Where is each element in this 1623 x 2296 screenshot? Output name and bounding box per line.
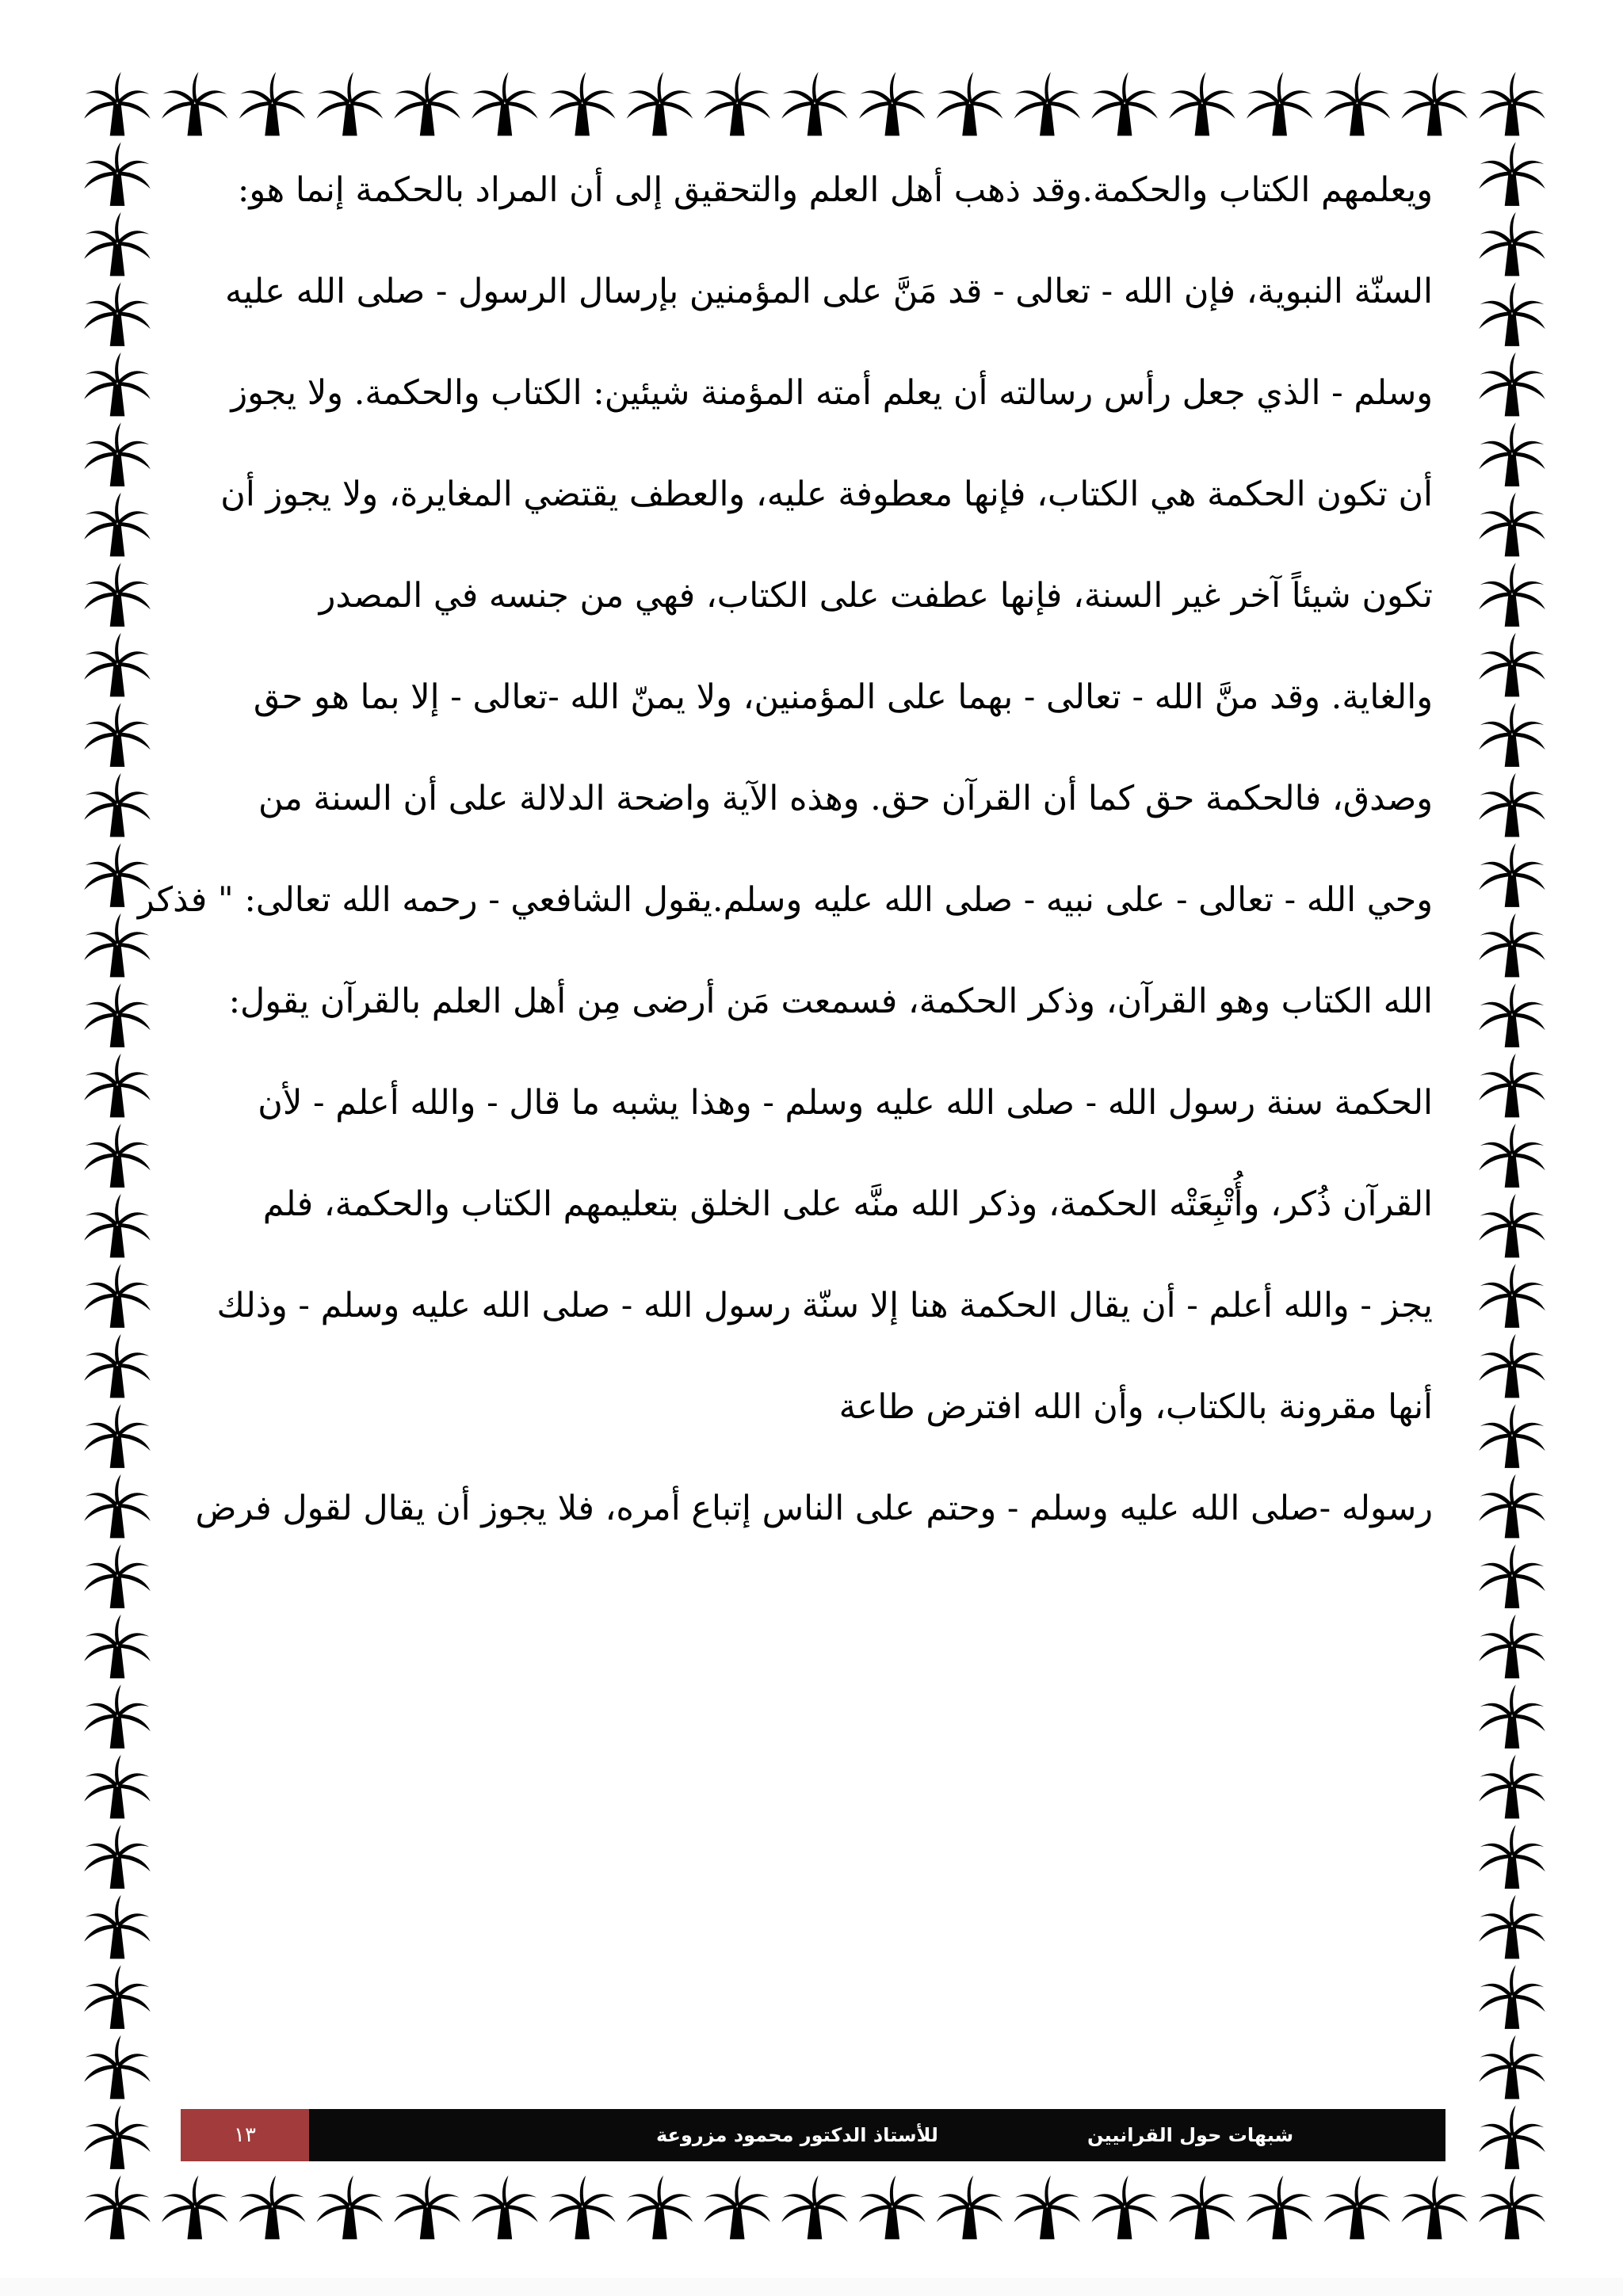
palm-tree-icon bbox=[84, 212, 151, 277]
palm-tree-icon bbox=[1479, 1404, 1545, 1468]
page-number: ١٣ bbox=[181, 2109, 309, 2161]
palm-tree-icon bbox=[1479, 703, 1545, 767]
palm-tree-icon bbox=[1479, 353, 1545, 417]
palm-tree-icon bbox=[1479, 1334, 1545, 1398]
palm-tree-icon bbox=[1091, 2176, 1158, 2240]
palm-tree-icon bbox=[1479, 1264, 1545, 1328]
palm-tree-icon bbox=[84, 983, 151, 1047]
palm-tree-icon bbox=[84, 1895, 151, 1959]
palm-tree-icon bbox=[1479, 1684, 1545, 1749]
palm-tree-icon bbox=[1401, 2176, 1468, 2240]
palm-tree-icon bbox=[1479, 1054, 1545, 1118]
palm-tree-icon bbox=[1479, 2105, 1545, 2169]
body-line-9: الله الكتاب وهو القرآن، وذكر الحكمة، فسمعت مَن أرضى مِن أهل العلم بالقرآن يقول: bbox=[228, 982, 1433, 1021]
body-line-8: وحي الله - تعالى - على نبيه - صلى الله عليه وسلم.يقول الشافعي - رحمه الله تعالى: " فذكر bbox=[137, 880, 1433, 920]
palm-tree-icon bbox=[84, 1684, 151, 1749]
palm-tree-icon bbox=[162, 2176, 228, 2240]
body-line-4: أن تكون الحكمة هي الكتاب، فإنها معطوفة عليه، والعطف يقتضي المغايرة، ولا يجوز أن bbox=[220, 475, 1433, 514]
palm-tree-icon bbox=[1479, 983, 1545, 1047]
body-line-14: رسوله -صلى الله عليه وسلم - وحتم على الناس إتباع أمره، فلا يجوز أن يقال لقول فرض bbox=[195, 1489, 1433, 1528]
palm-tree-icon bbox=[84, 142, 151, 206]
palm-tree-icon bbox=[84, 1965, 151, 2029]
palm-tree-icon bbox=[1479, 282, 1545, 346]
body-line-11: القرآن ذُكر، وأُتْبِعَتْه الحكمة، وذكر الله منَّه على الخلق بتعليمهم الكتاب والحكمة، فلم bbox=[262, 1184, 1433, 1224]
palm-tree-icon bbox=[704, 2176, 770, 2240]
palm-tree-icon bbox=[1014, 2176, 1080, 2240]
palm-tree-icon bbox=[84, 72, 151, 136]
palm-tree-icon bbox=[84, 1404, 151, 1468]
palm-tree-icon bbox=[1479, 633, 1545, 697]
palm-tree-icon bbox=[84, 1825, 151, 1889]
palm-tree-icon bbox=[1479, 843, 1545, 907]
body-line-1: ويعلمهم الكتاب والحكمة.وقد ذهب أهل العلم والتحقيق إلى أن المراد بالحكمة إنما هو: bbox=[237, 170, 1433, 210]
palm-tree-icon bbox=[549, 72, 616, 136]
palm-tree-icon bbox=[1479, 1895, 1545, 1959]
palm-tree-icon bbox=[859, 2176, 926, 2240]
body-line-7: وصدق، فالحكمة حق كما أن القرآن حق. وهذه الآية واضحة الدلالة على أن السنة من bbox=[258, 779, 1433, 818]
palm-tree-icon bbox=[1479, 1194, 1545, 1258]
palm-tree-icon bbox=[84, 282, 151, 346]
body-line-2: السنّة النبوية، فإن الله - تعالى - قد مَنَّ على المؤمنين بإرسال الرسول - صلى الله عليه bbox=[225, 272, 1433, 311]
palm-tree-icon bbox=[1479, 1123, 1545, 1188]
palm-tree-icon bbox=[1479, 1755, 1545, 1819]
palm-tree-icon bbox=[84, 353, 151, 417]
palm-tree-icon bbox=[472, 2176, 538, 2240]
palm-tree-icon bbox=[84, 703, 151, 767]
palm-tree-icon bbox=[1479, 493, 1545, 557]
palm-tree-icon bbox=[1479, 563, 1545, 627]
palm-tree-icon bbox=[549, 2176, 616, 2240]
palm-tree-icon bbox=[84, 2035, 151, 2100]
palm-tree-icon bbox=[1479, 2176, 1545, 2240]
palm-tree-icon bbox=[1014, 72, 1080, 136]
body-line-10: الحكمة سنة رسول الله - صلى الله عليه وسلم - وهذا يشبه ما قال - والله أعلم - لأن bbox=[258, 1083, 1433, 1123]
palm-tree-icon bbox=[1247, 2176, 1313, 2240]
palm-tree-icon bbox=[704, 72, 770, 136]
palm-tree-icon bbox=[84, 1264, 151, 1328]
palm-tree-icon bbox=[1324, 72, 1391, 136]
palm-tree-icon bbox=[1479, 1544, 1545, 1608]
palm-tree-icon bbox=[84, 1474, 151, 1539]
body-line-12: يجز - والله أعلم - أن يقال الحكمة هنا إلا سنّة رسول الله - صلى الله عليه وسلم - وذلك bbox=[216, 1286, 1433, 1325]
palm-tree-icon bbox=[1479, 142, 1545, 206]
palm-tree-icon bbox=[1479, 212, 1545, 277]
palm-tree-icon bbox=[627, 2176, 693, 2240]
body-line-5: تكون شيئاً آخر غير السنة، فإنها عطفت على الكتاب، فهي من جنسه في المصدر bbox=[319, 576, 1433, 616]
palm-tree-icon bbox=[1479, 1615, 1545, 1679]
palm-tree-icon bbox=[781, 2176, 848, 2240]
footer-bar bbox=[181, 2109, 1445, 2161]
palm-tree-icon bbox=[84, 633, 151, 697]
palm-tree-icon bbox=[84, 2105, 151, 2169]
palm-tree-icon bbox=[84, 1615, 151, 1679]
palm-tree-icon bbox=[781, 72, 848, 136]
palm-tree-icon bbox=[84, 422, 151, 486]
palm-tree-icon bbox=[1247, 72, 1313, 136]
palm-tree-icon bbox=[1479, 913, 1545, 978]
palm-tree-icon bbox=[162, 72, 228, 136]
palm-tree-icon bbox=[937, 72, 1003, 136]
palm-tree-icon bbox=[84, 1123, 151, 1188]
palm-tree-icon bbox=[1479, 72, 1545, 136]
palm-tree-icon bbox=[1324, 2176, 1391, 2240]
palm-tree-icon bbox=[1479, 422, 1545, 486]
palm-tree-icon bbox=[84, 1054, 151, 1118]
palm-tree-icon bbox=[937, 2176, 1003, 2240]
body-line-3: وسلم - الذي جعل رأس رسالته أن يعلم أمته المؤمنة شيئين: الكتاب والحكمة. ولا يجوز bbox=[231, 373, 1433, 413]
palm-tree-icon bbox=[1479, 1965, 1545, 2029]
palm-tree-icon bbox=[394, 72, 460, 136]
footer-author: للأستاذ الدكتور محمود مزروعة bbox=[656, 2124, 938, 2146]
palm-tree-icon bbox=[1169, 72, 1235, 136]
palm-tree-icon bbox=[1091, 72, 1158, 136]
body-line-13: أنها مقرونة بالكتاب، وأن الله افترض طاعة bbox=[838, 1387, 1433, 1427]
palm-tree-icon bbox=[1479, 1474, 1545, 1539]
palm-tree-icon bbox=[84, 2176, 151, 2240]
palm-tree-icon bbox=[627, 72, 693, 136]
palm-tree-icon bbox=[84, 493, 151, 557]
palm-tree-icon bbox=[1401, 72, 1468, 136]
palm-tree-icon bbox=[472, 72, 538, 136]
palm-tree-icon bbox=[84, 1194, 151, 1258]
body-line-6: والغاية. وقد منَّ الله - تعالى - بهما على المؤمنين، ولا يمنّ الله -تعالى - إلا بما هو حق bbox=[253, 677, 1433, 717]
palm-tree-icon bbox=[1169, 2176, 1235, 2240]
palm-tree-icon bbox=[84, 773, 151, 837]
palm-tree-icon bbox=[84, 563, 151, 627]
palm-tree-icon bbox=[1479, 1825, 1545, 1889]
palm-tree-icon bbox=[84, 1755, 151, 1819]
footer-book-title: شبهات حول القرانيين bbox=[1087, 2124, 1294, 2146]
palm-tree-icon bbox=[84, 1334, 151, 1398]
palm-tree-icon bbox=[239, 2176, 306, 2240]
palm-tree-icon bbox=[1479, 773, 1545, 837]
palm-tree-icon bbox=[239, 72, 306, 136]
palm-tree-icon bbox=[394, 2176, 460, 2240]
palm-tree-icon bbox=[1479, 2035, 1545, 2100]
palm-tree-icon bbox=[316, 72, 383, 136]
palm-tree-icon bbox=[316, 2176, 383, 2240]
palm-tree-icon bbox=[84, 1544, 151, 1608]
palm-tree-icon bbox=[859, 72, 926, 136]
